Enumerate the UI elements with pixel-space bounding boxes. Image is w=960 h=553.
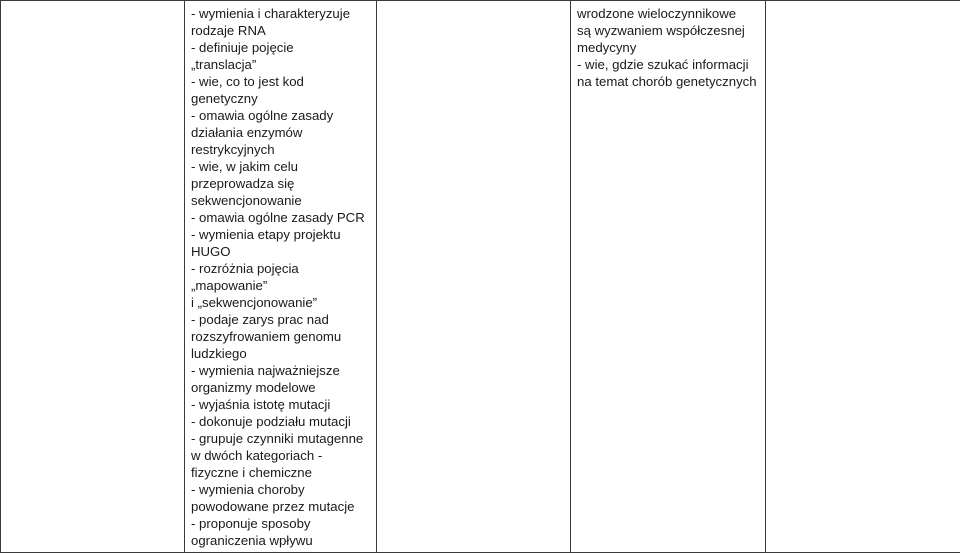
table-row	[1, 1, 960, 553]
text-line: - wymienia i charakteryzuje	[191, 6, 351, 21]
text-line: - wie, gdzie szukać informacji	[577, 57, 749, 72]
text-line: na temat chorób genetycznych	[577, 74, 757, 89]
text-line: rozszyfrowaniem genomu	[191, 329, 342, 344]
text-line: „translacja”	[191, 57, 257, 72]
text-line: „mapowanie”	[191, 278, 268, 293]
text-line: - omawia ogólne zasady PCR	[191, 210, 365, 225]
cell-text-column-2	[185, 1, 376, 549]
text-line: ludzkiego	[191, 346, 247, 361]
text-line: - dokonuje podziału mutacji	[191, 414, 351, 429]
text-line: powodowane przez mutacje	[191, 499, 355, 514]
text-line: sekwencjonowanie	[191, 193, 302, 208]
text-line: - proponuje sposoby	[191, 516, 311, 531]
table-cell-column-4	[571, 1, 766, 553]
text-line: - wyjaśnia istotę mutacji	[191, 397, 331, 412]
text-line: - wie, co to jest kod	[191, 74, 304, 89]
text-line: genetyczny	[191, 91, 258, 106]
text-line: - rozróżnia pojęcia	[191, 261, 299, 276]
text-line: organizmy modelowe	[191, 380, 316, 395]
text-line: rodzaje RNA	[191, 23, 266, 38]
text-line: fizyczne i chemiczne	[191, 465, 312, 480]
text-line: - podaje zarys prac nad	[191, 312, 329, 327]
text-line: w dwóch kategoriach -	[191, 448, 323, 463]
text-line: - wymienia najważniejsze	[191, 363, 340, 378]
table-cell-column-3	[377, 1, 571, 553]
text-line: restrykcyjnych	[191, 142, 275, 157]
text-line: medycyny	[577, 40, 637, 55]
text-line: - wymienia choroby	[191, 482, 305, 497]
table-cell-column-1	[1, 1, 185, 553]
text-line: działania enzymów	[191, 125, 303, 140]
text-line: - grupuje czynniki mutagenne	[191, 431, 364, 446]
text-line: - wie, w jakim celu	[191, 159, 298, 174]
text-line: - omawia ogólne zasady	[191, 108, 334, 123]
text-line: wrodzone wieloczynnikowe	[577, 6, 737, 21]
text-line: i „sekwencjonowanie”	[191, 295, 318, 310]
text-line: HUGO	[191, 244, 231, 259]
text-line: są wyzwaniem współczesnej	[577, 23, 745, 38]
text-line: przeprowadza się	[191, 176, 295, 191]
text-line: - wymienia etapy projektu	[191, 227, 341, 242]
cell-text-column-4	[571, 1, 765, 90]
text-line: ograniczenia wpływu	[191, 533, 313, 548]
table-cell-column-2	[185, 1, 377, 553]
table-cell-column-5	[766, 1, 960, 553]
text-line: - definiuje pojęcie	[191, 40, 294, 55]
